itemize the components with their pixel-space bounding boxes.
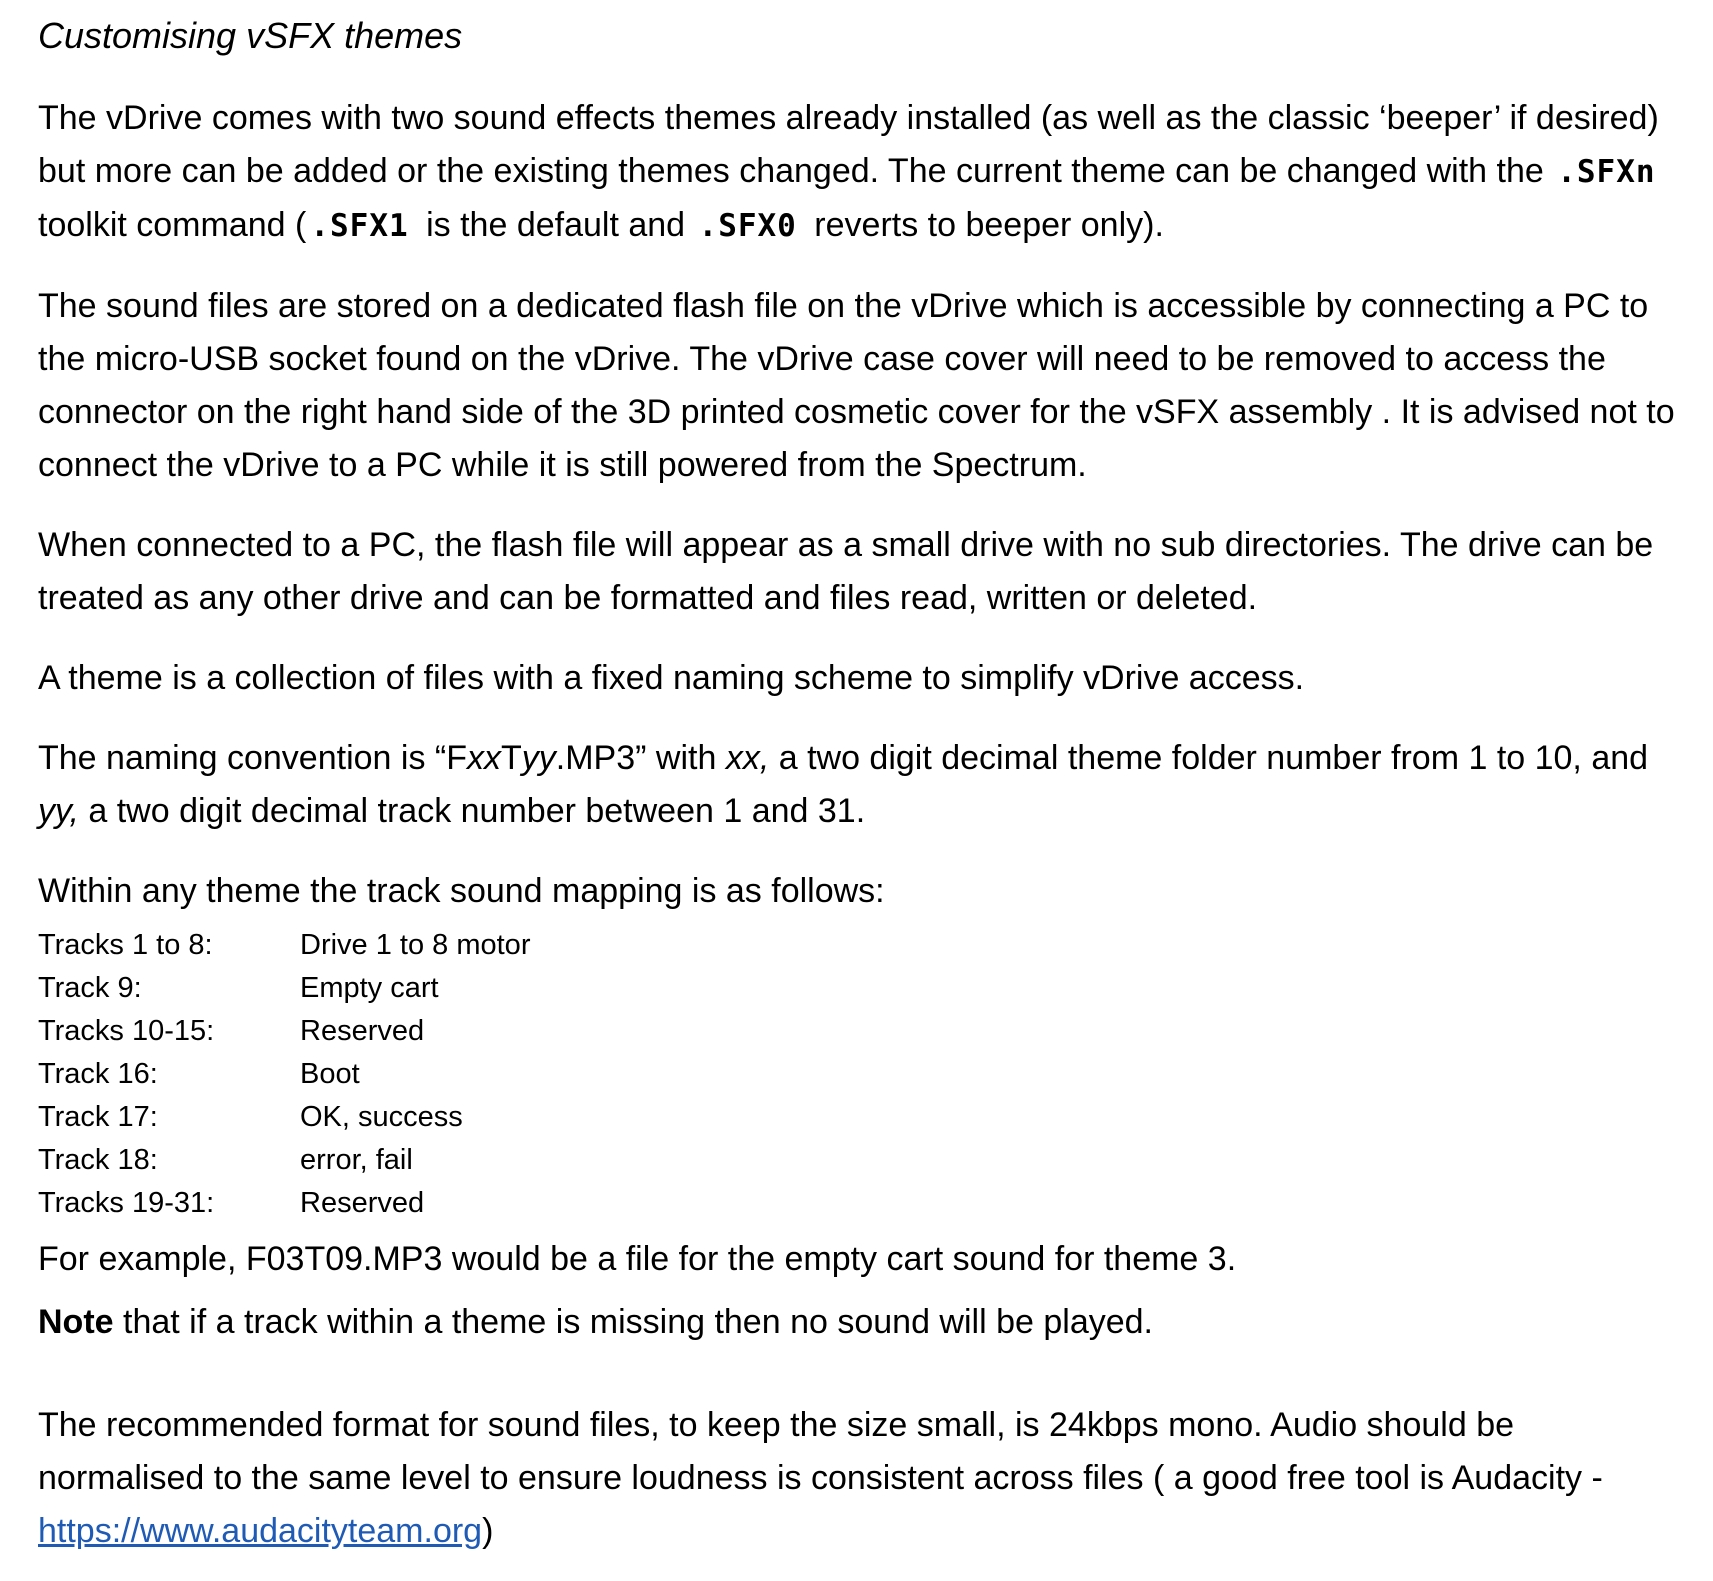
track-label: Track 9: — [38, 972, 142, 1004]
page-title: Customising vSFX themes — [38, 15, 463, 56]
track-label: Tracks 10-15: — [38, 1015, 215, 1047]
naming-text-4: a two digit decimal theme folder number from 1 to 10, and — [769, 739, 1649, 777]
intro-paragraph — [38, 92, 1688, 253]
track-row — [38, 1053, 1688, 1096]
track-mapping-list — [38, 924, 1688, 1225]
note-paragraph — [38, 1296, 1688, 1349]
track-value: OK, success — [300, 1101, 463, 1133]
command-sfx1: .SFX1 — [310, 208, 409, 244]
track-label: Track 17: — [38, 1101, 158, 1133]
note-bold-label: Note — [38, 1303, 114, 1341]
naming-italic-xx-2: xx, — [725, 739, 770, 777]
naming-text-2: T — [500, 739, 522, 777]
track-label: Track 16: — [38, 1058, 158, 1090]
naming-italic-yy-2: yy, — [38, 792, 79, 830]
track-label: Track 18: — [38, 1144, 158, 1176]
note-text: that if a track within a theme is missing then no sound will be played. — [113, 1303, 1153, 1341]
naming-text-3: .MP3” with — [555, 739, 726, 777]
example-paragraph: For example, F03T09.MP3 would be a file for the empty cart sound for theme 3. — [38, 1240, 1237, 1278]
mapping-intro-paragraph: Within any theme the track sound mapping is as follows: — [38, 872, 885, 910]
document-body — [38, 0, 1688, 1558]
naming-text-1: The naming convention is “F — [38, 739, 467, 777]
track-row — [38, 924, 1688, 967]
track-value: Drive 1 to 8 motor — [300, 929, 531, 961]
recommendation-paragraph — [38, 1399, 1688, 1558]
naming-text-5: a two digit decimal track number between 1 and 31. — [78, 792, 866, 830]
track-value: Reserved — [300, 1015, 425, 1047]
naming-italic-yy: yy — [521, 739, 556, 777]
track-value: Boot — [300, 1058, 360, 1090]
track-label: Tracks 19-31: — [38, 1187, 215, 1219]
intro-text-2: toolkit command ( — [38, 206, 307, 244]
connection-paragraph: When connected to a PC, the flash file will appear as a small drive with no sub directories. The drive can be treated as any other drive and can be formatted and files read, written or deleted. — [38, 526, 1654, 617]
naming-convention-paragraph — [38, 732, 1688, 838]
track-row — [38, 1010, 1688, 1053]
track-row — [38, 1096, 1688, 1139]
track-value: Reserved — [300, 1187, 425, 1219]
storage-paragraph: The sound files are stored on a dedicated flash file on the vDrive which is accessible by connecting a PC to the micro-USB socket found on the vDrive. The vDrive case cover will need to be removed to access the connector on the right hand side of the 3D printed cosmetic cover for the vSFX assembly . It is advised not to connect the vDrive to a PC while it is still powered from the Spectrum. — [38, 287, 1675, 484]
track-row — [38, 1182, 1688, 1225]
track-label: Tracks 1 to 8: — [38, 929, 213, 961]
track-value: Empty cart — [300, 972, 439, 1004]
track-row — [38, 1139, 1688, 1182]
intro-text-1: The vDrive comes with two sound effects themes already installed (as well as the classic ‘beeper’ if desired) but more can be added or the existing themes changed. The current theme can be changed with the — [38, 99, 1659, 190]
track-row — [38, 967, 1688, 1010]
command-sfx0: .SFX0 — [698, 208, 797, 244]
recommendation-text: The recommended format for sound files, to keep the size small, is 24kbps mono. Audio should be normalised to the same level to ensure loudness is consistent across files ( a good free tool is Audacity - — [38, 1406, 1603, 1497]
theme-definition-paragraph: A theme is a collection of files with a fixed naming scheme to simplify vDrive access. — [38, 659, 1305, 697]
track-value: error, fail — [300, 1144, 413, 1176]
audacity-link[interactable]: https://www.audacityteam.org — [38, 1512, 483, 1550]
naming-italic-xx: xx — [466, 739, 501, 777]
command-sfxn: .SFXn — [1557, 154, 1656, 190]
recommendation-end: ) — [482, 1512, 494, 1550]
intro-text-3: is the default and — [416, 206, 695, 244]
intro-text-4: reverts to beeper only). — [804, 206, 1164, 244]
